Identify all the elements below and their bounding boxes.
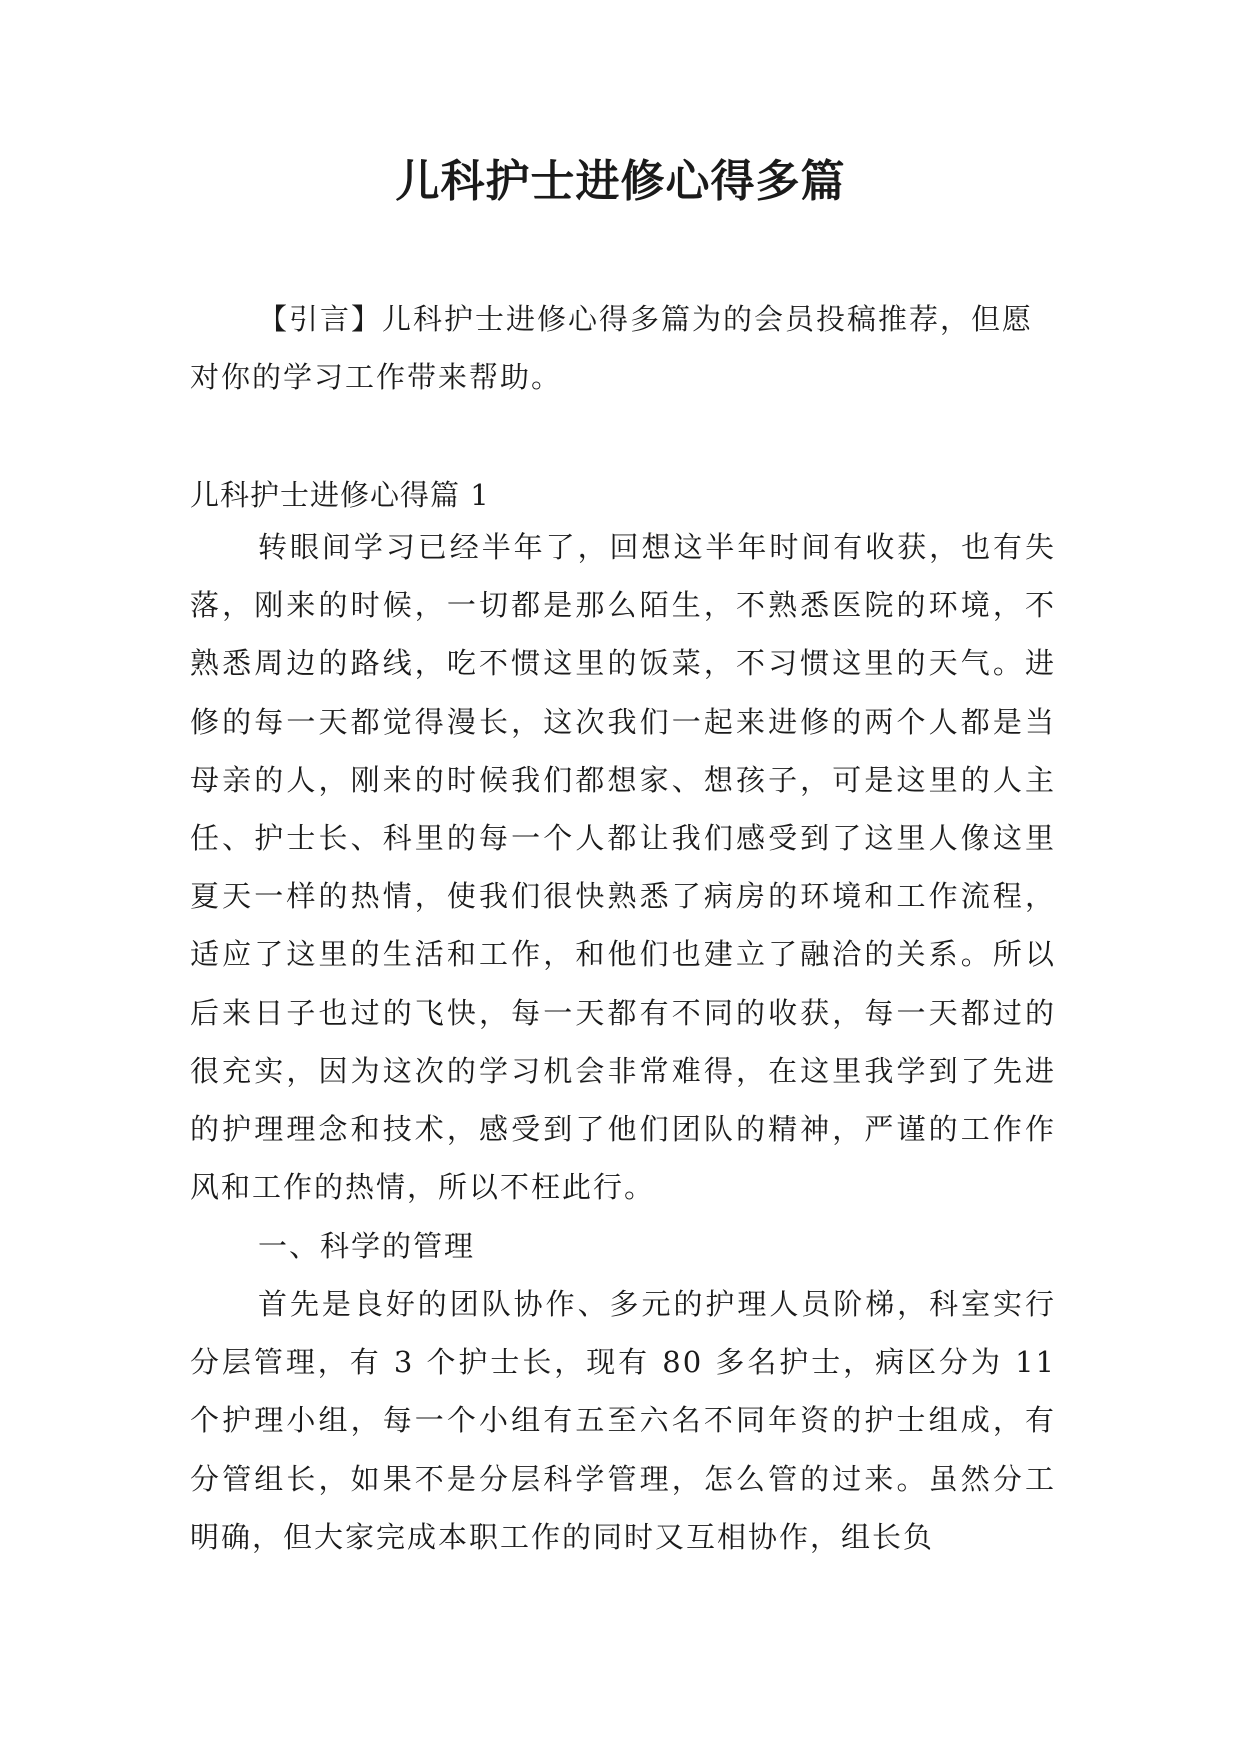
intro-paragraph: 【引言】儿科护士进修心得多篇为的会员投稿推荐，但愿对你的学习工作带来帮助。 bbox=[190, 302, 1034, 394]
section-heading: 儿科护士进修心得篇 1 bbox=[190, 478, 490, 512]
body-paragraph-2: 首先是良好的团队协作、多元的护理人员阶梯，科室实行分层管理，有 3 个护士长，现有 80 多名护士，病区分为 11 个护理小组，每一个小组有五至六名不同年资的护士组成，有分管组长，如果不是分层科学管理，怎么管的过来。虽然分工明确，但大家完成本职工作的同时又互相协作，组长负 bbox=[190, 1287, 1056, 1554]
subheading-management: 一、科学的管理 bbox=[258, 1229, 476, 1263]
body-paragraph-1: 转眼间学习已经半年了，回想这半年时间有收获，也有失落，刚来的时候，一切都是那么陌生，不熟悉医院的环境，不熟悉周边的路线，吃不惯这里的饭菜，不习惯这里的天气。进修的每一天都觉得漫长，这次我们一起来进修的两个人都是当母亲的人，刚来的时候我们都想家、想孩子，可是这里的人主任、护士长、科里的每一个人都让我们感受到了这里人像这里夏天一样的热情，使我们很快熟悉了病房的环境和工作流程，适应了这里的生活和工作，和他们也建立了融洽的关系。所以后来日子也过的飞快，每一天都有不同的收获，每一天都过的很充实，因为这次的学习机会非常难得，在这里我学到了先进的护理理念和技术，感受到了他们团队的精神，严谨的工作作风和工作的热情，所以不枉此行。 bbox=[190, 530, 1056, 1205]
document-title: 儿科护士进修心得多篇 bbox=[395, 156, 846, 207]
